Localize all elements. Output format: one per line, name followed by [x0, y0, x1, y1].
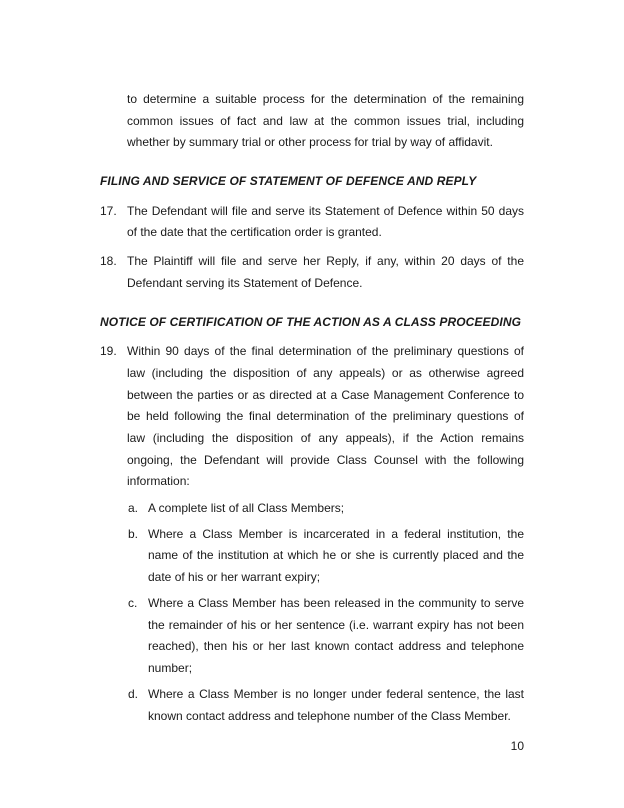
list-item-19 [100, 341, 524, 493]
text-line: Where a Class Member has been released in the community to serve [148, 596, 524, 611]
text-line: number; [148, 661, 193, 676]
paragraph-16-continuation [127, 89, 524, 154]
item-number: 17. [100, 203, 117, 218]
document-body [100, 89, 524, 728]
text-line: date of his or her warrant expiry; [148, 569, 321, 584]
list-item-18 [100, 251, 524, 294]
text-line: information: [127, 474, 190, 489]
text-line: law (including the disposition of any appeals), if the Action remains [127, 431, 524, 446]
item-number: 18. [100, 254, 117, 269]
sub-item-text [148, 498, 524, 520]
section-heading-filing-and-service: FILING AND SERVICE OF STATEMENT OF DEFENCE AND REPLY [100, 174, 477, 189]
sub-item-letter: b. [128, 526, 139, 541]
text-line: known contact address and telephone number of the Class Member. [148, 708, 511, 723]
text-line: The Plaintiff will file and serve her Reply, if any, within 20 days of the [127, 254, 524, 269]
text-line: reached), then his or her last known contact address and telephone [148, 639, 524, 654]
text-line: between the parties or as directed at a Case Management Conference to [127, 387, 524, 402]
text-line: whether by summary trial or other process for trial by way of affidavit. [127, 135, 493, 150]
text-line: Where a Class Member is incarcerated in a federal institution, the [148, 526, 524, 541]
item-number: 19. [100, 344, 117, 359]
text-line: be held following the final determination of the preliminary questions of [127, 409, 524, 424]
text-line: common issues of fact and law at the common issues trial, including [127, 113, 524, 128]
text-line: A complete list of all Class Members; [148, 500, 345, 515]
item-text [127, 201, 524, 244]
page-number: 10 [510, 739, 524, 753]
list-item-17 [100, 201, 524, 244]
section-heading-notice-of-certification: NOTICE OF CERTIFICATION OF THE ACTION AS A CLASS PROCEEDING [100, 315, 522, 330]
sub-item-d [128, 684, 524, 727]
text-line: ongoing, the Defendant will provide Class Counsel with the following [127, 452, 524, 467]
sub-item-text [148, 524, 524, 589]
text-line: of the date that the certification order is granted. [127, 225, 382, 240]
sub-item-text [148, 593, 524, 680]
text-line: Within 90 days of the final determination of the preliminary questions of [127, 344, 524, 359]
text-line: law (including the disposition of any appeals) or as otherwise agreed [127, 366, 524, 381]
text-line: Defendant serving its Statement of Defence. [127, 276, 363, 291]
text-line: The Defendant will file and serve its Statement of Defence within 50 days [127, 203, 524, 218]
text-line: Where a Class Member is no longer under federal sentence, the last [148, 687, 524, 702]
sub-item-b [128, 524, 524, 589]
item-text [127, 341, 524, 493]
sub-item-letter: d. [128, 687, 139, 702]
item-text [127, 251, 524, 294]
sub-item-a [128, 498, 524, 520]
text-line: to determine a suitable process for the determination of the remaining [127, 92, 524, 106]
sub-item-text [148, 684, 524, 727]
sub-item-letter: a. [128, 500, 139, 515]
text-line: name of the institution at which he or she is currently placed and the [148, 548, 524, 563]
sub-item-c [128, 593, 524, 680]
text-line: the remainder of his or her sentence (i.e. warrant expiry has not been [148, 617, 524, 632]
sub-item-letter: c. [128, 596, 138, 611]
